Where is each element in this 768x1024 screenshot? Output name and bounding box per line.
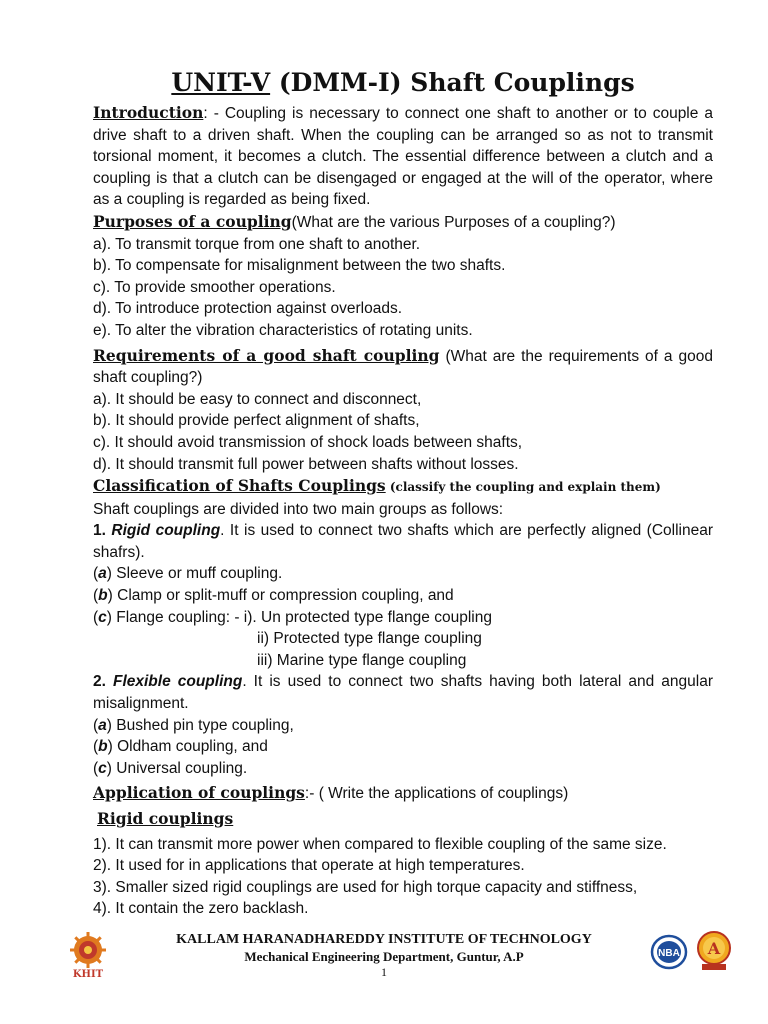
intro-label: Introduction (93, 103, 204, 122)
rigid-num: 1. (93, 522, 112, 540)
rigid-coupling-text: . It is used to connect two shafts which are perfectly aligned (Collinear shafrs). (93, 522, 713, 561)
list-item: b). It should provide perfect alignment of shafts, (93, 412, 420, 430)
page-footer (0, 930, 768, 990)
classification-heading-line (93, 475, 713, 499)
list-item: e). To alter the vibration characteristics of rotating units. (93, 321, 473, 339)
flexible-coupling-text: . It is used to connect two shafts having both lateral and angular misalignment. (93, 673, 713, 713)
list-item: (a) Bushed pin type coupling, (93, 716, 294, 734)
list-item: b). To compensate for misalignment between the two shafts. (93, 257, 506, 275)
item-text: Bushed pin type coupling, (111, 716, 294, 734)
rigid-couplings-heading-line (93, 808, 713, 831)
requirements-heading-line (93, 345, 713, 389)
item-text: Universal coupling. (111, 759, 248, 777)
page-title (93, 66, 713, 100)
list-item: 2). It used for in applications that operate at high temperatures. (93, 857, 525, 875)
nba-logo (650, 934, 688, 975)
item-mark: a (98, 716, 107, 734)
document-page (93, 66, 713, 920)
applications-heading: Application of couplings (93, 783, 305, 803)
naac-logo-text: A (707, 939, 721, 958)
nba-logo-text: NBA (658, 948, 680, 959)
page-number: 1 (381, 965, 387, 979)
khit-logo-text: KHIT (72, 969, 104, 980)
intro-text: : - Coupling is necessary to connect one shaft to another or to couple a drive shaft to a driven shaft. When the coupling can be arranged so as not to transmit torsional moment, it becomes a clutch. The essential difference between a clutch and a coupling is that a clutch can be disengaged or engaged at the will of the operator, where as a coupling is regarded as being fixed. (93, 105, 713, 209)
institute-name: KALLAM HARANADHAREDDY INSTITUTE OF TECHNOLOGY (176, 932, 592, 947)
purposes-heading: Purposes of a coupling (93, 211, 292, 231)
naac-logo (696, 930, 732, 979)
list-item: (b) Clamp or split-muff or compression coupling, and (93, 587, 454, 605)
rigid-coupling-definition (93, 520, 713, 563)
list-item: d). To introduce protection against overloads. (93, 300, 403, 318)
title-rest: (DMM-I) Shaft Couplings (270, 68, 635, 97)
applications-question: :- ( Write the applications of couplings) (304, 785, 569, 803)
list-item: a). It should be easy to connect and disconnect, (93, 390, 422, 408)
intro-paragraph (93, 102, 713, 211)
rigid-coupling-term: Rigid coupling (111, 522, 221, 540)
rigid-couplings-heading: Rigid couplings (97, 809, 234, 828)
item-text: Sleeve or muff coupling. (111, 565, 283, 583)
item-text: Flange coupling: - i). Un protected type flange coupling (111, 608, 492, 626)
list-item: ii) Protected type flange coupling (257, 630, 482, 648)
requirements-heading: Requirements of a good shaft coupling (93, 345, 440, 365)
list-item: iii) Marine type flange coupling (257, 651, 467, 669)
list-item: 3). Smaller sized rigid couplings are used for high torque capacity and stiffness, (93, 878, 638, 896)
list-item: (b) Oldham coupling, and (93, 738, 268, 756)
purposes-question: (What are the various Purposes of a coupling?) (291, 213, 616, 231)
item-mark: c (98, 608, 107, 626)
item-mark: c (98, 759, 107, 777)
list-item: (c) Universal coupling. (93, 759, 248, 777)
list-item: c). To provide smoother operations. (93, 278, 336, 296)
purposes-heading-line (93, 211, 713, 234)
classification-question: (classify the coupling and explain them) (385, 480, 661, 495)
list-item: 4). It contain the zero backlash. (93, 900, 309, 918)
list-item: (a) Sleeve or muff coupling. (93, 565, 283, 583)
flexible-coupling-term: Flexible coupling (112, 673, 243, 691)
classification-intro: Shaft couplings are divided into two main groups as follows: (93, 500, 504, 518)
item-mark: b (98, 587, 108, 605)
item-mark: a (98, 565, 107, 583)
flexible-num: 2. (93, 673, 113, 691)
applications-heading-line (93, 782, 713, 805)
list-item: (c) Flange coupling: - i). Un protected type flange coupling (93, 608, 492, 626)
item-text: Oldham coupling, and (112, 738, 268, 756)
list-item: d). It should transmit full power between shafts without losses. (93, 455, 519, 473)
requirements-question: (What are the requirements of a good shaft coupling?) (93, 347, 713, 387)
list-item: a). To transmit torque from one shaft to another. (93, 235, 421, 253)
item-mark: b (98, 738, 108, 756)
flexible-coupling-definition (93, 671, 713, 714)
classification-heading: Classification of Shafts Couplings (93, 476, 386, 496)
department-line: Mechanical Engineering Department, Guntur, A.P (244, 949, 524, 964)
title-unit: UNIT-V (171, 68, 271, 97)
item-text: Clamp or split-muff or compression coupling, and (112, 587, 454, 605)
list-item: 1). It can transmit more power when compared to flexible coupling of the same size. (93, 835, 667, 853)
list-item: c). It should avoid transmission of shock loads between shafts, (93, 433, 523, 451)
